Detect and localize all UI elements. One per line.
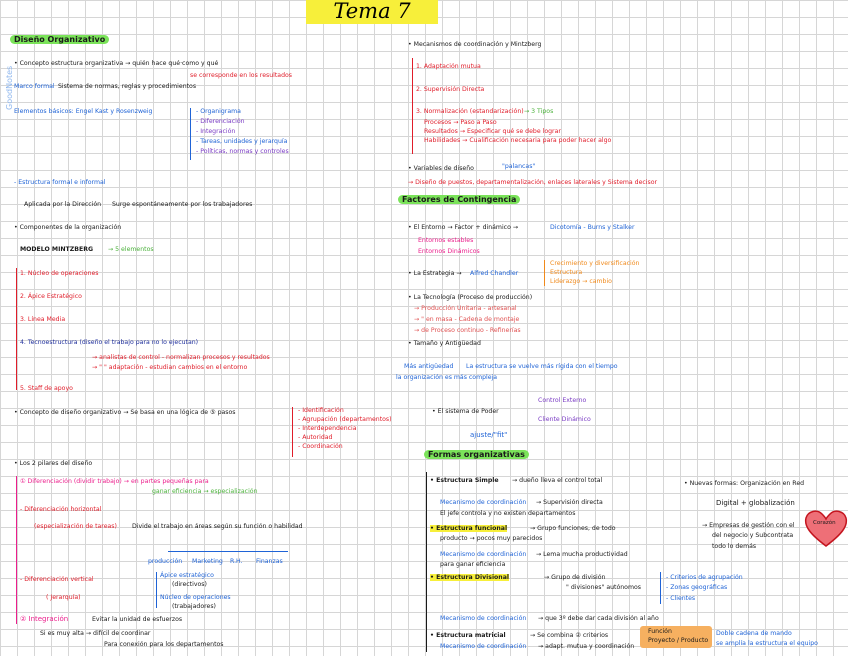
heading-diseno: Diseño Organizativo <box>10 35 109 44</box>
list-item: - Organigrama <box>196 108 241 115</box>
estrategia-item: Crecimiento y diversificación <box>550 260 640 267</box>
tec-item: → " en masa - Cadena de montaje <box>414 316 520 323</box>
esp-tareas: (especialización de tareas) <box>34 523 117 530</box>
palancas: "palancas" <box>502 163 536 170</box>
bracket <box>292 407 293 457</box>
poder-d: ajuste/"fit" <box>470 431 508 439</box>
modelo-count: → 5 elementos <box>108 246 154 253</box>
tamano-c: la organización es más compleja <box>396 374 498 381</box>
divisional-b: → Grupo de división <box>544 574 606 581</box>
dept-bar <box>168 551 288 552</box>
entorno-b: Dicotomía - Burns y Stalker <box>550 224 635 231</box>
list-item: - Coordinación <box>298 443 343 450</box>
list-item: - Autoridad <box>298 434 333 441</box>
marco-formal: Marco formal <box>14 83 55 90</box>
integracion-b: Evitar la unidad de esfuerzos <box>92 616 183 623</box>
simple-c: Mecanismo de coordinación <box>440 499 527 506</box>
simple: • Estructura Simple <box>430 477 499 484</box>
list-item: - Identificación <box>298 407 344 414</box>
mecanismos: • Mecanismos de coordinación y Mintzberg <box>408 41 542 48</box>
estrategia-b: Alfred Chandler <box>470 270 519 277</box>
heart-icon <box>804 508 848 548</box>
nuevas-formas: • Nuevas formas: Organización en Red <box>684 480 805 487</box>
tec-item: → Producción Unitaria - artesanal <box>414 305 517 312</box>
nuevas-d: del negocio y Subcontrata <box>712 532 794 539</box>
bracket <box>156 572 157 608</box>
list-item: - Tareas, unidades y jerarquía <box>196 138 288 145</box>
funcional-d: Mecanismo de coordinación <box>440 551 527 558</box>
entorno: • El Entorno → Factor + dinámico → <box>408 224 519 231</box>
list-item: - Políticas, normas y controles <box>196 148 289 155</box>
nuevas-e: todo lo demás <box>712 543 757 550</box>
num-2: 2. Ápice Estratégico <box>20 293 82 300</box>
num-1: 1. Núcleo de operaciones <box>20 270 99 277</box>
heading-factores: Factores de Contingencia <box>398 195 520 204</box>
div-mec: Mecanismo de coordinación <box>440 615 527 622</box>
nuevas-c: → Empresas de gestión con el <box>702 522 795 529</box>
bracket <box>16 476 17 624</box>
tipo-item: Habilidades → Cualificación necesaria para poder hacer algo <box>424 137 612 144</box>
mec-3: 3. Normalización (estandarización) <box>416 108 524 115</box>
tamano: • Tamaño y Antigüedad <box>408 340 481 347</box>
divisional: • Estructura Divisional <box>430 574 510 581</box>
simple-d: → Supervisión directa <box>536 499 603 506</box>
marco-formal-def: Sistema de normas, reglas y procedimientos <box>58 83 197 90</box>
poder: • El sistema de Poder <box>432 408 499 415</box>
simple-b: → dueño lleva el control total <box>512 477 603 484</box>
mec-2: 2. Supervisión Directa <box>416 86 485 93</box>
diferenciacion: ① Diferenciación (dividir trabajo) → en partes pequeñas para <box>20 478 209 485</box>
concepto-diseno: • Concepto de diseño organizativo → Se basa en una lógica de ⑤ pasos <box>14 409 236 416</box>
num-5: 5. Staff de apoyo <box>20 385 73 392</box>
div-item: - Clientes <box>666 595 696 602</box>
divisional-c: " divisiones" autónomos <box>566 584 642 591</box>
poder-b: Control Externo <box>538 397 587 404</box>
matricial-item: Proyecto / Producto <box>648 637 709 644</box>
concepto-estructura-b: se corresponde en los resultados <box>190 72 293 79</box>
funcional-b: → Grupo funciones, de todo <box>530 525 616 532</box>
sub4b: → " " adaptación - estudian cambios en el entorno <box>92 364 248 371</box>
tipo-item: Procesos → Paso a Paso <box>424 119 497 126</box>
dif-vertical: - Diferenciación vertical <box>20 576 94 583</box>
elements-list <box>196 108 289 155</box>
diferenciacion-b: ganar eficiencia → especialización <box>152 488 258 495</box>
div-item: - Criterios de agrupación <box>666 574 743 581</box>
matricial-e: Doble cadena de mando <box>716 630 792 637</box>
matricial-f: se amplía la estructura el equipo <box>716 640 818 647</box>
bracket <box>426 472 427 652</box>
heart-label: Corazón <box>813 520 836 526</box>
steps-list <box>298 407 392 450</box>
estructura-formal: - Estructura formal e informal <box>14 179 106 186</box>
estrategia-item: Estructura <box>550 269 583 276</box>
esp-def: Divide el trabajo en áreas según su función o habilidad <box>132 523 303 530</box>
watermark: GoodNotes <box>5 65 14 110</box>
funcional-c: producto → pocos muy parecidos <box>440 535 543 542</box>
tamano-b: La estructura se vuelve más rígida con el tiempo <box>466 363 618 370</box>
apice: Ápice estratégico <box>160 572 214 579</box>
mec-3-tipos: → 3 Tipos <box>524 108 554 115</box>
bracket <box>190 108 191 160</box>
informal-def: Surge espontáneamente por los trabajadores <box>112 201 253 208</box>
matricial: • Estructura matricial <box>430 632 506 639</box>
num-3: 3. Línea Media <box>20 316 66 323</box>
dept-item: producción <box>148 558 183 565</box>
num-4: 4. Tecnoestructura (diseño el trabajo para no lo ejecutan) <box>20 339 199 346</box>
tec-item: → de Proceso continuo - Refinerías <box>414 327 521 334</box>
heading-formas: Formas organizativas <box>424 450 529 459</box>
pilares: • Los 2 pilares del diseño <box>14 460 93 467</box>
matricial-item: Función <box>648 628 672 635</box>
tecnologia: • La Tecnología (Proceso de producción) <box>408 294 533 301</box>
list-item: - Diferenciación <box>196 118 245 125</box>
formal-def: Aplicada por la Dirección <box>24 201 102 208</box>
variables-def: → Diseño de puestos, departamentalización, enlaces laterales y Sistema decisor <box>408 179 658 186</box>
nucleo-b: (trabajadores) <box>172 603 216 610</box>
dept-item: Finanzas <box>256 558 283 565</box>
nuevas-b: Digital + globalización <box>716 499 795 507</box>
nucleo: Núcleo de operaciones <box>160 594 231 601</box>
poder-c: Cliente Dinámico <box>538 416 591 423</box>
entorno-d: Entornos Dinámicos <box>418 248 480 255</box>
variables: • Variables de diseño <box>408 165 474 172</box>
simple-e: El jefe controla y no existen departamentos <box>440 510 576 517</box>
matricial-c: Mecanismo de coordinación <box>440 643 527 650</box>
integracion: ② Integración <box>20 615 69 623</box>
estrategia-item: Liderazgo → cambio <box>550 278 612 285</box>
div-mec-b: → que 3º debe dar cada división al año <box>538 615 659 622</box>
matricial-d: → adapt. mutua y coordinación <box>538 643 635 650</box>
funcional: • Estructura funcional <box>430 525 508 532</box>
integracion-c: Si es muy alta → difícil de coordinar <box>40 630 151 637</box>
dept-item: R.H. <box>230 558 243 565</box>
dept-item: Marketing <box>192 558 223 565</box>
integracion-d: Para conexión para los departamentos <box>104 641 224 648</box>
jerarquia: ( Jerarquía) <box>46 594 81 601</box>
apice-b: (directivos) <box>172 581 207 588</box>
bracket <box>660 572 661 604</box>
tipo-item: Resultados → Especificar qué se debe lograr <box>424 128 561 135</box>
dif-horizontal: - Diferenciación horizontal <box>20 506 102 513</box>
sub4a: → analistas de control - normalizan procesos y resultados <box>92 354 270 361</box>
bracket <box>544 260 545 286</box>
matricial-b: → Se combina ② criterios <box>530 632 609 639</box>
elementos-basicos: Elementos básicos: Engel Kast y Rosenzweig <box>14 108 153 115</box>
mec-1: 1. Adaptación mutua <box>416 63 481 70</box>
estrategia: • La Estrategia → <box>408 270 462 277</box>
funcional-e: → Lema mucha productividad <box>536 551 628 558</box>
bracket <box>16 268 17 390</box>
modelo: MODELO MINTZBERG <box>20 246 94 253</box>
list-item: - Integración <box>196 128 236 135</box>
list-item: - Agrupación (departamentos) <box>298 416 392 423</box>
componentes: • Componentes de la organización <box>14 224 122 231</box>
bracket <box>412 58 413 154</box>
entorno-c: Entornos estables <box>418 237 474 244</box>
tamano-a: Más antigüedad <box>404 363 454 370</box>
concepto-estructura: • Concepto estructura organizativa → quién hace qué·como y qué <box>14 60 219 67</box>
div-item: - Zonas geográficas <box>666 584 728 591</box>
funcional-f: para ganar eficiencia <box>440 561 506 568</box>
page-title: Tema 7 <box>306 0 438 24</box>
list-item: - Interdependencia <box>298 425 357 432</box>
